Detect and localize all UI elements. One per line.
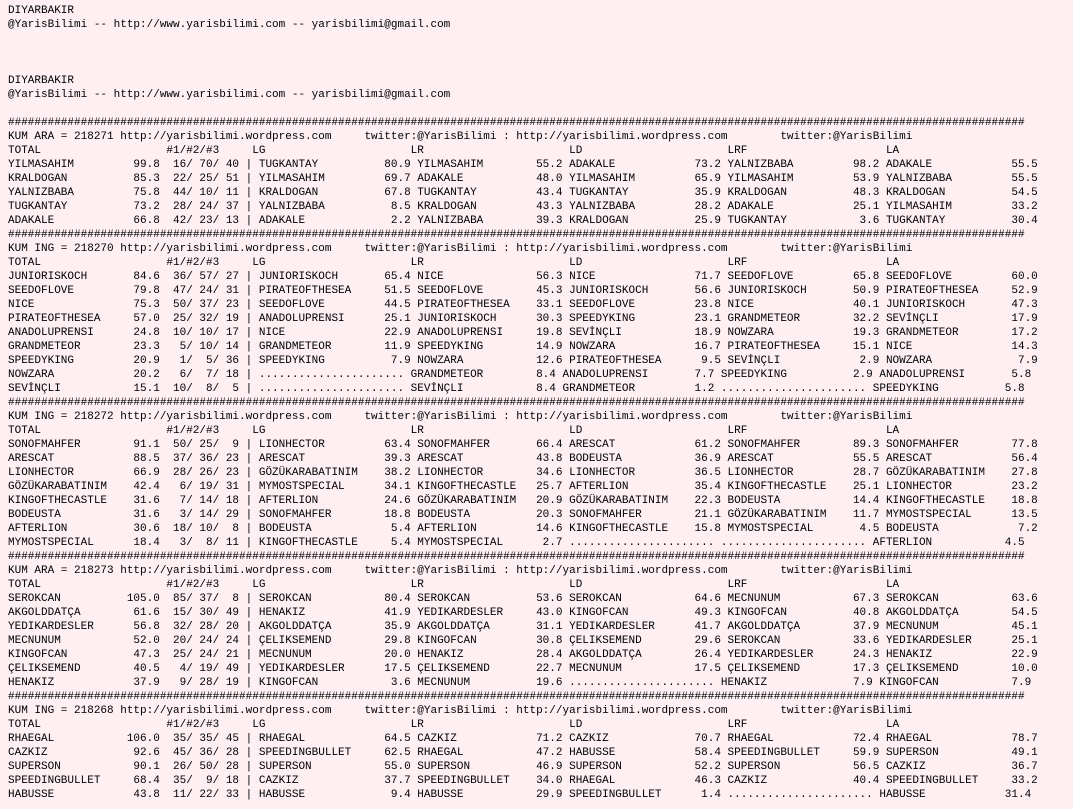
table-row: NICE 75.3 50/ 37/ 23 | SEEDOFLOVE 44.5 PIRATEOFTHESEA 33.1 SEEDOFLOVE 23.8 NICE 40.1 JUNIORISKOCH 47.3 bbox=[8, 299, 1038, 311]
table-row: HABUSSE 43.8 11/ 22/ 33 | HABUSSE 9.4 HABUSSE 29.9 SPEEDINGBULLET 1.4 ...................... HABUSSE 31.4 bbox=[8, 789, 1032, 801]
table-row: RHAEGAL 106.0 35/ 35/ 45 | RHAEGAL 64.5 CAZKIZ 71.2 CAZKIZ 70.7 RHAEGAL 72.4 RHAEGAL 78.7 bbox=[8, 733, 1038, 745]
page-title: DIYARBAKIR bbox=[8, 5, 75, 17]
table-row: SEROKCAN 105.0 85/ 37/ 8 | SEROKCAN 80.4 SEROKCAN 53.6 SEROKCAN 64.6 MECNUNUM 67.3 SEROKCAN 63.6 bbox=[8, 593, 1038, 605]
blank-line bbox=[8, 102, 1073, 116]
table-row: SEVİNÇLI 15.1 10/ 8/ 5 | ...................... SEVİNÇLI 8.4 GRANDMETEOR 1.2 ...................... SPEEDYKING 5.8 bbox=[8, 383, 1025, 395]
table-row: YEDIKARDESLER 56.8 32/ 28/ 20 | AKGOLDDATÇA 35.9 AKGOLDDATÇA 31.1 YEDIKARDESLER 41.7 AKGOLDDATÇA 37.9 MECNUNUM 45.1 bbox=[8, 621, 1038, 633]
contact-line: @YarisBilimi -- http://www.yarisbilimi.com -- yarisbilimi@gmail.com bbox=[8, 19, 451, 31]
column-header-line: TOTAL #1/#2/#3 LG LR LD LRF LA bbox=[8, 579, 900, 591]
table-row: MYMOSTSPECIAL 18.4 3/ 8/ 11 | KINGOFTHECASTLE 5.4 MYMOSTSPECIAL 2.7 ...................... ...................... AFTERLION 4.5 bbox=[8, 537, 1025, 549]
table-row: ÇELIKSEMEND 40.5 4/ 19/ 49 | YEDIKARDESLER 17.5 ÇELIKSEMEND 22.7 MECNUNUM 17.5 ÇELIKSEMEND 17.3 ÇELIKSEMEND 10.0 bbox=[8, 663, 1038, 675]
table-row: YALNIZBABA 75.8 44/ 10/ 11 | KRALDOGAN 67.8 TUGKANTAY 43.4 TUGKANTAY 35.9 KRALDOGAN 48.3 KRALDOGAN 54.5 bbox=[8, 187, 1038, 199]
table-row: GÖZÜKARABATINIM 42.4 6/ 19/ 31 | MYMOSTSPECIAL 34.1 KINGOFTHECASTLE 25.7 AFTERLION 35.4 KINGOFTHECASTLE 25.1 LIONHECTOR 23.2 bbox=[8, 481, 1038, 493]
table-row: PIRATEOFTHESEA 57.0 25/ 32/ 19 | ANADOLUPRENSI 25.1 JUNIORISKOCH 30.3 SPEEDYKING 23.1 GRANDMETEOR 32.2 SEVİNÇLI 17.9 bbox=[8, 313, 1038, 325]
table-row: AKGOLDDATÇA 61.6 15/ 30/ 49 | HENAKIZ 41.9 YEDIKARDESLER 43.0 KINGOFCAN 49.3 KINGOFCAN 40.8 AKGOLDDATÇA 54.5 bbox=[8, 607, 1038, 619]
table-row: LIONHECTOR 66.9 28/ 26/ 23 | GÖZÜKARABATINIM 38.2 LIONHECTOR 34.6 LIONHECTOR 36.5 LIONHECTOR 28.7 GÖZÜKARABATINIM 27.8 bbox=[8, 467, 1038, 479]
blank-line bbox=[8, 46, 1073, 60]
table-row: ARESCAT 88.5 37/ 36/ 23 | ARESCAT 39.3 ARESCAT 43.8 BODEUSTA 36.9 ARESCAT 55.5 ARESCAT 56.4 bbox=[8, 453, 1038, 465]
page-title: DIYARBAKIR bbox=[8, 75, 75, 87]
table-row: NOWZARA 20.2 6/ 7/ 18 | ...................... GRANDMETEOR 8.4 ANADOLUPRENSI 7.7 SPEEDYKING 2.9 ANADOLUPRENSI 5.8 bbox=[8, 369, 1032, 381]
table-row: SPEEDINGBULLET 68.4 35/ 9/ 18 | CAZKIZ 37.7 SPEEDINGBULLET 34.0 RHAEGAL 46.3 CAZKIZ 40.4 SPEEDINGBULLET 33.2 bbox=[8, 775, 1038, 787]
table-row: AFTERLION 30.6 18/ 10/ 8 | BODEUSTA 5.4 AFTERLION 14.6 KINGOFTHECASTLE 15.8 MYMOSTSPECIAL 4.5 BODEUSTA 7.2 bbox=[8, 523, 1038, 535]
column-header-line: TOTAL #1/#2/#3 LG LR LD LRF LA bbox=[8, 257, 900, 269]
column-header-line: TOTAL #1/#2/#3 LG LR LD LRF LA bbox=[8, 145, 900, 157]
table-row: GRANDMETEOR 23.3 5/ 10/ 14 | GRANDMETEOR 11.9 SPEEDYKING 14.9 NOWZARA 16.7 PIRATEOFTHESEA 15.1 NICE 14.3 bbox=[8, 341, 1038, 353]
table-row: SPEEDYKING 20.9 1/ 5/ 36 | SPEEDYKING 7.9 NOWZARA 12.6 PIRATEOFTHESEA 9.5 SEVİNÇLI 2.9 NOWZARA 7.9 bbox=[8, 355, 1038, 367]
text-document bbox=[8, 4, 1073, 802]
separator-line: ########################################################################################################################################################## bbox=[8, 117, 1025, 129]
table-row: YILMASAHIM 99.8 16/ 70/ 40 | TUGKANTAY 80.9 YILMASAHIM 55.2 ADAKALE 73.2 YALNIZBABA 98.2 ADAKALE 55.5 bbox=[8, 159, 1038, 171]
race-header-line: KUM ING = 218270 http://yarisbilimi.wordpress.com twitter:@YarisBilimi : http://yarisbilimi.wordpress.com twitter:@YarisBilimi bbox=[8, 243, 913, 255]
blank-line bbox=[8, 60, 1073, 74]
table-row: JUNIORISKOCH 84.6 36/ 57/ 27 | JUNIORISKOCH 65.4 NICE 56.3 NICE 71.7 SEEDOFLOVE 65.8 SEEDOFLOVE 60.0 bbox=[8, 271, 1038, 283]
table-row: HENAKIZ 37.9 9/ 28/ 19 | KINGOFCAN 3.6 MECNUNUM 19.6 ...................... HENAKIZ 7.9 KINGOFCAN 7.9 bbox=[8, 677, 1032, 689]
table-row: CAZKIZ 92.6 45/ 36/ 28 | SPEEDINGBULLET 62.5 RHAEGAL 47.2 HABUSSE 58.4 SPEEDINGBULLET 59.9 SUPERSON 49.1 bbox=[8, 747, 1038, 759]
separator-line: ########################################################################################################################################################## bbox=[8, 691, 1025, 703]
table-row: BODEUSTA 31.6 3/ 14/ 29 | SONOFMAHFER 18.8 BODEUSTA 20.3 SONOFMAHFER 21.1 GÖZÜKARABATINIM 11.7 MYMOSTSPECIAL 13.5 bbox=[8, 509, 1038, 521]
race-header-line: KUM ARA = 218271 http://yarisbilimi.wordpress.com twitter:@YarisBilimi : http://yarisbilimi.wordpress.com twitter:@YarisBilimi bbox=[8, 131, 913, 143]
table-row: KRALDOGAN 85.3 22/ 25/ 51 | YILMASAHIM 69.7 ADAKALE 48.0 YILMASAHIM 65.9 YILMASAHIM 53.9 YALNIZBABA 55.5 bbox=[8, 173, 1038, 185]
column-header-line: TOTAL #1/#2/#3 LG LR LD LRF LA bbox=[8, 719, 900, 731]
table-row: KINGOFCAN 47.3 25/ 24/ 21 | MECNUNUM 20.0 HENAKIZ 28.4 AKGOLDDATÇA 26.4 YEDIKARDESLER 24.3 HENAKIZ 22.9 bbox=[8, 649, 1038, 661]
race-header-line: KUM ING = 218268 http://yarisbilimi.wordpress.com twitter:@YarisBilimi : http://yarisbilimi.wordpress.com twitter:@YarisBilimi bbox=[8, 705, 913, 717]
race-header-line: KUM ING = 218272 http://yarisbilimi.wordpress.com twitter:@YarisBilimi : http://yarisbilimi.wordpress.com twitter:@YarisBilimi bbox=[8, 411, 913, 423]
race-header-line: KUM ARA = 218273 http://yarisbilimi.wordpress.com twitter:@YarisBilimi : http://yarisbilimi.wordpress.com twitter:@YarisBilimi bbox=[8, 565, 913, 577]
table-row: SEEDOFLOVE 79.8 47/ 24/ 31 | PIRATEOFTHESEA 51.5 SEEDOFLOVE 45.3 JUNIORISKOCH 56.6 JUNIORISKOCH 50.9 PIRATEOFTHESEA 52.9 bbox=[8, 285, 1038, 297]
separator-line: ########################################################################################################################################################## bbox=[8, 229, 1025, 241]
contact-line: @YarisBilimi -- http://www.yarisbilimi.com -- yarisbilimi@gmail.com bbox=[8, 89, 451, 101]
table-row: SONOFMAHFER 91.1 50/ 25/ 9 | LIONHECTOR 63.4 SONOFMAHFER 66.4 ARESCAT 61.2 SONOFMAHFER 89.3 SONOFMAHFER 77.8 bbox=[8, 439, 1038, 451]
table-row: ADAKALE 66.8 42/ 23/ 13 | ADAKALE 2.2 YALNIZBABA 39.3 KRALDOGAN 25.9 TUGKANTAY 3.6 TUGKANTAY 30.4 bbox=[8, 215, 1038, 227]
table-row: MECNUNUM 52.0 20/ 24/ 24 | ÇELIKSEMEND 29.8 KINGOFCAN 30.8 ÇELIKSEMEND 29.6 SEROKCAN 33.6 YEDIKARDESLER 25.1 bbox=[8, 635, 1038, 647]
separator-line: ########################################################################################################################################################## bbox=[8, 397, 1025, 409]
separator-line: ########################################################################################################################################################## bbox=[8, 551, 1025, 563]
table-row: ANADOLUPRENSI 24.8 10/ 10/ 17 | NICE 22.9 ANADOLUPRENSI 19.8 SEVİNÇLI 18.9 NOWZARA 19.3 GRANDMETEOR 17.2 bbox=[8, 327, 1038, 339]
column-header-line: TOTAL #1/#2/#3 LG LR LD LRF LA bbox=[8, 425, 900, 437]
table-row: SUPERSON 90.1 26/ 50/ 28 | SUPERSON 55.0 SUPERSON 46.9 SUPERSON 52.2 SUPERSON 56.5 CAZKIZ 36.7 bbox=[8, 761, 1038, 773]
blank-line bbox=[8, 32, 1073, 46]
table-row: TUGKANTAY 73.2 28/ 24/ 37 | YALNIZBABA 8.5 KRALDOGAN 43.3 YALNIZBABA 28.2 ADAKALE 25.1 YILMASAHIM 33.2 bbox=[8, 201, 1038, 213]
table-row: KINGOFTHECASTLE 31.6 7/ 14/ 18 | AFTERLION 24.6 GÖZÜKARABATINIM 20.9 GÖZÜKARABATINIM 22.3 BODEUSTA 14.4 KINGOFTHECASTLE 18.8 bbox=[8, 495, 1038, 507]
